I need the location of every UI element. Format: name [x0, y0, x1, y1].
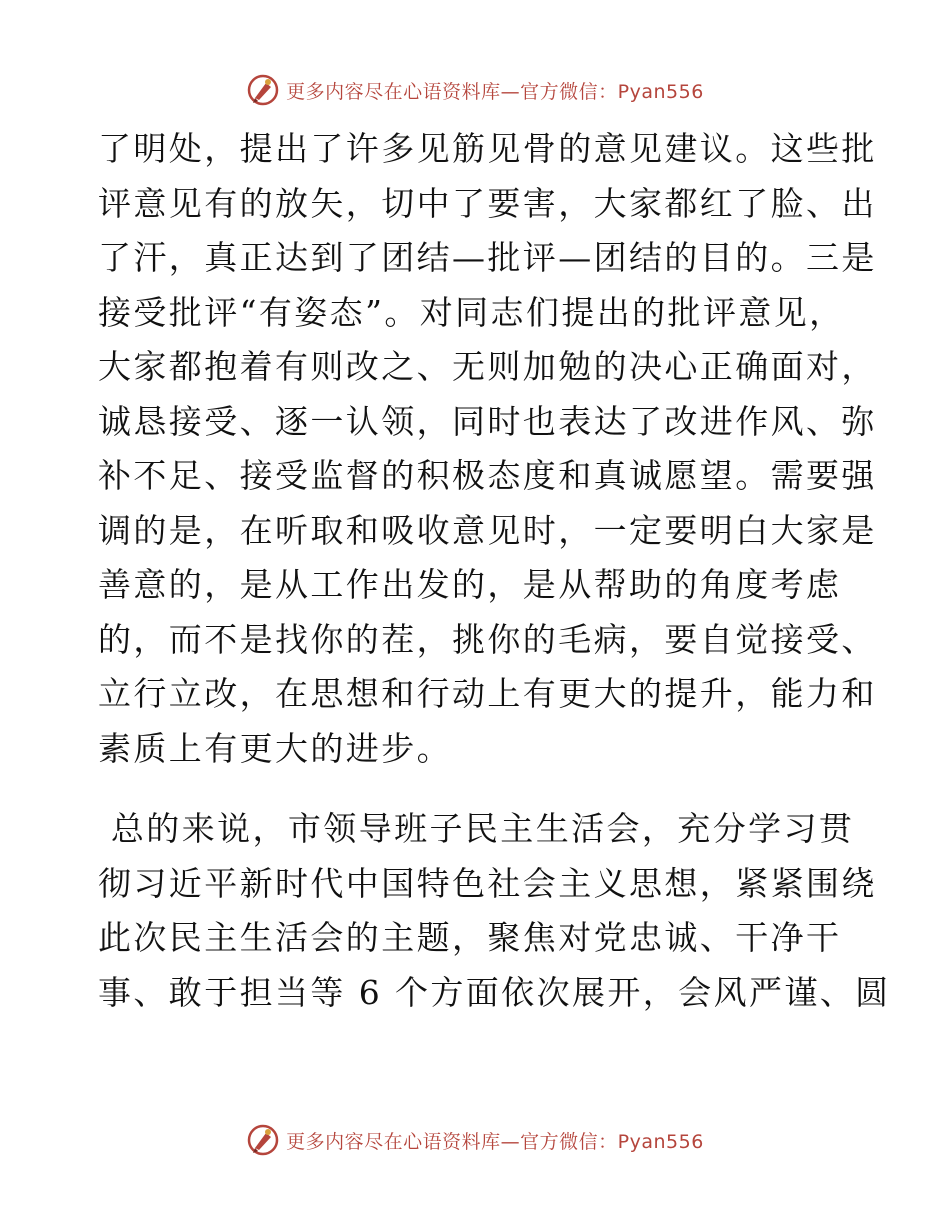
text-line: 补不足、接受监督的积极态度和真诚愿望。需要强 [98, 456, 877, 495]
text-line: 此次民主生活会的主题，聚焦对党忠诚、干净干 [98, 918, 842, 957]
header-banner [0, 70, 950, 110]
header-banner-text[interactable]: 更多内容尽在心语资料库—官方微信：Pyan556 [286, 80, 704, 103]
pen-logo-icon [246, 73, 280, 107]
footer-banner-inner [246, 1123, 704, 1157]
paragraph-gap [98, 776, 853, 802]
body-text [98, 122, 891, 1020]
text-line: 善意的，是从工作出发的，是从帮助的角度考虑 [98, 565, 842, 604]
text-line: 调的是，在听取和吸收意见时，一定要明白大家是 [98, 510, 877, 550]
text-line: 接受批评“有姿态”。对同志们提出的批评意见， [98, 292, 845, 332]
pen-logo-icon [246, 1123, 280, 1157]
header-banner-inner [246, 73, 704, 107]
text-line: 大家都抱着有则改之、无则加勉的决心正确面对， [98, 347, 877, 386]
text-line: 了汗，真正达到了团结—批评—团结的目的。三是 [98, 238, 877, 277]
text-line: 素质上有更大的进步。 [98, 728, 452, 768]
text-line: 了明处，提出了许多见筋见骨的意见建议。这些批 [98, 129, 877, 168]
text-line: 彻习近平新时代中国特色社会主义思想，紧紧围绕 [98, 863, 877, 903]
text-line: 评意见有的放矢，切中了要害，大家都红了脸、出 [98, 183, 877, 223]
text-line: 立行立改，在思想和行动上有更大的提升，能力和 [98, 674, 877, 713]
text-line: 的，而不是找你的茬，挑你的毛病，要自觉接受、 [98, 619, 877, 659]
text-line: 总的来说，市领导班子民主生活会，充分学习贯 [98, 809, 855, 848]
text-line: 事、敢于担当等 6 个方面依次展开，会风严谨、圆 [98, 972, 891, 1012]
text-line: 诚恳接受、逐一认领，同时也表达了改进作风、弥 [98, 401, 877, 441]
footer-banner [0, 1120, 950, 1160]
footer-banner-text[interactable]: 更多内容尽在心语资料库—官方微信：Pyan556 [286, 1130, 704, 1153]
